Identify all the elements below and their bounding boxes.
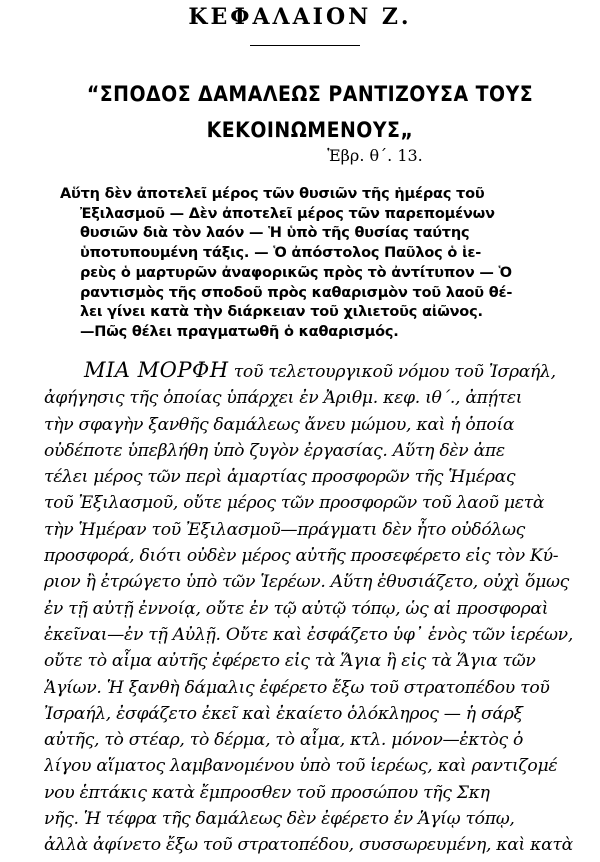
body-line: τοῦ Ἐξιλασμοῦ, οὔτε μέρος τῶν προσφορῶν τοῦ λαοῦ μετὰ [44, 493, 545, 514]
body-line [44, 357, 589, 385]
chapter-summary [60, 185, 570, 343]
body-line: οὔτε τὸ αἷμα αὐτῆς ἐφέρετο εἰς τὰ Ἅγια ἢ εἰς τὰ Ἅγια τῶν [44, 651, 536, 672]
opening-words: ΜΙΑ ΜΟΡΦΗ [84, 358, 229, 382]
body-line: αὐτῆς, τὸ στέαρ, τὸ δέρμα, τὸ αἷμα, κτλ. μόνον—ἐκτὸς ὀ [44, 730, 524, 751]
scripture-reference: Ἑβρ. θ΄. 13. [327, 146, 423, 165]
summary-line: θυσιῶν διὰ τὸν λαόν — Ἡ ὑπὸ τῆς θυσίας ταύτης [80, 225, 470, 242]
chapter-heading: ΚΕΦΑΛΑΙΟΝ Ζ. [188, 4, 412, 30]
body-line: ἀλλὰ ἀφίνετο ἔξω τοῦ στρατοπέδου, συσσωρευμένη, καὶ κατὰ [44, 835, 573, 856]
body-line: λίγου αἵματος λαμβανομένου ὑπὸ τοῦ ἱερέως, καὶ ραντιζομέ [44, 756, 558, 777]
body-line: Ἰσραήλ, ἐσφάζετο ἐκεῖ καὶ ἐκαίετο ὁλόκληρος — ἡ σάρξ [44, 703, 523, 724]
body-line: ἐκεῖναι—ἐν τῇ Αὐλῇ. Οὔτε καὶ ἐσφάζετο ὑφ᾽ ἑνὸς τῶν ἱερέων, [44, 624, 573, 645]
body-line: προσφορά, διότι οὐδὲν μέρος αὐτῆς προσεφέρετο εἰς τὸν Κύ- [44, 546, 559, 567]
summary-line: ραντισμὸς τῆς σποδοῦ πρὸς καθαρισμὸν τοῦ λαοῦ θέ- [80, 284, 513, 301]
body-line: τὴν Ἡμέραν τοῦ Ἐξιλασμοῦ—πράγματι δὲν ἦτο οὐδόλως [44, 519, 526, 540]
body-line: ἀφήγησις τῆς ὁποίας ὑπάρχει ἐν Ἀριθμ. κεφ. ιθ΄., ἀπῄτει [44, 388, 523, 409]
body-line-rest: τοῦ τελετουργικοῦ νόμου τοῦ Ἰσραήλ, [228, 362, 556, 382]
summary-line: λει γίνει κατὰ τὴν διάρκειαν τοῦ χιλιετοῦς αἰῶνος. [80, 304, 483, 321]
summary-line: ὑποτυπουμένη τάξις. — Ὁ ἀπόστολος Παῦλος ὁ ἱε- [80, 245, 482, 262]
chapter-title-line: ΚΕΚΟΙΝΩΜΕΝΟΥΣ„ [206, 118, 414, 142]
body-line: νου ἑπτάκις κατὰ ἔμπροσθεν τοῦ προσώπου τῆς Σκη [44, 782, 490, 803]
body-line: ριον ἢ ἐτρώγετο ὑπὸ τῶν Ἱερέων. Αὕτη ἐθυσιάζετο, οὐχὶ ὅμως [44, 572, 569, 593]
summary-line: Αὕτη δὲν ἀποτελεῖ μέρος τῶν θυσιῶν τῆς ἡμέρας τοῦ [60, 186, 485, 202]
body-line: τὴν σφαγὴν ξανθῆς δαμάλεως ἄνευ μώμου, καὶ ἡ ὁποία [44, 414, 515, 435]
heading-divider [250, 45, 360, 46]
body-line: οὐδέποτε ὑπεβλήθη ὑπὸ ζυγὸν ἐργασίας. Αὕτη δὲν ἀπε [44, 440, 505, 461]
body-line: τέλει μέρος τῶν περὶ ἁμαρτίας προσφορῶν τῆς Ἡμέρας [44, 467, 516, 488]
body-text [44, 357, 589, 859]
body-line: νῆς. Ἡ τέφρα τῆς δαμάλεως δὲν ἐφέρετο ἐν Ἁγίῳ τόπῳ, [44, 809, 515, 830]
chapter-title-line: “ΣΠΟΔΟΣ ΔΑΜΑΛΕΩΣ ΡΑΝΤΙΖΟΥΣΑ ΤΟΥΣ [86, 82, 534, 106]
summary-line: ρεὺς ὁ μαρτυρῶν ἀναφορικῶς πρὸς τὸ ἀντίτυπον — Ὁ [80, 264, 512, 281]
body-line: ἐν τῇ αὐτῇ ἐννοίᾳ, οὔτε ἐν τῷ αὐτῷ τόπῳ, ὡς αἱ προσφοραὶ [44, 598, 549, 619]
chapter-title [40, 76, 580, 148]
summary-line: —Πῶς θέλει πραγματωθῆ ὁ καθαρισμός. [80, 323, 399, 340]
body-line: Ἁγίων. Ἡ ξανθὴ δάμαλις ἐφέρετο ἔξω τοῦ στρατοπέδου τοῦ [44, 677, 550, 698]
summary-line: Ἐξιλασμοῦ — Δὲν ἀποτελεῖ μέρος τῶν παρεπομένων [80, 205, 495, 222]
